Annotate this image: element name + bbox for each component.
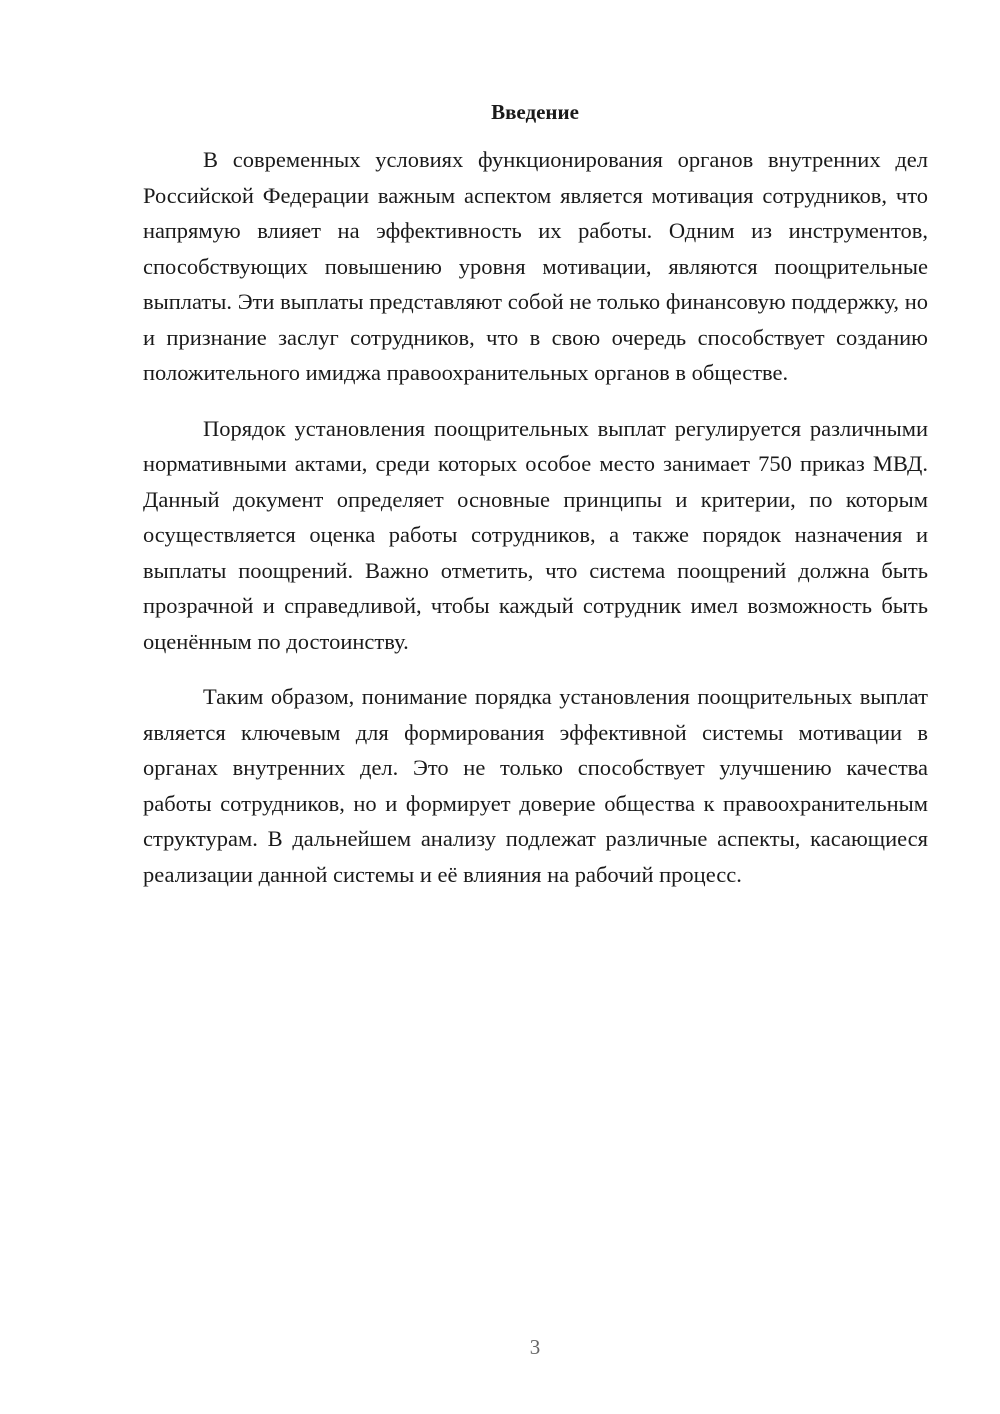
page-number: 3 xyxy=(529,1335,541,1359)
paragraph-2: Порядок установления поощрительных выплат регулируется различными нормативными актами, среди которых особое место занимает 750 приказ МВД. Данный документ определяет основные принципы и критерии, по которым осуществляется оценка работы сотрудников, а также порядок назначения и выплаты поощрений. Важно отметить, что система поощрений должна быть прозрачной и справедливой, чтобы каждый сотрудник имел возможность быть оценённым по достоинству. xyxy=(143,415,928,654)
paragraph-1: В современных условиях функционирования органов внутренних дел Российской Федерации важным аспектом является мотивация сотрудников, что напрямую влияет на эффективность их работы. Одним из инструментов, способствующих повышению уровня мотивации, являются поощрительные выплаты. Эти выплаты представляют собой не только финансовую поддержку, но и признание заслуг сотрудников, что в свою очередь способствует созданию положительного имиджа правоохранительных органов в обществе. xyxy=(143,147,928,385)
paragraph-3: Таким образом, понимание порядка установления поощрительных выплат является ключевым для формирования эффективной системы мотивации в органах внутренних дел. Это не только способствует улучшению качества работы сотрудников, но и формирует доверие общества к правоохранительным структурам. В дальнейшем анализу подлежат различные аспекты, касающиеся реализации данной системы и её влияния на рабочий процесс. xyxy=(143,684,928,887)
body-text xyxy=(143,142,928,912)
section-heading: Введение xyxy=(491,100,579,124)
